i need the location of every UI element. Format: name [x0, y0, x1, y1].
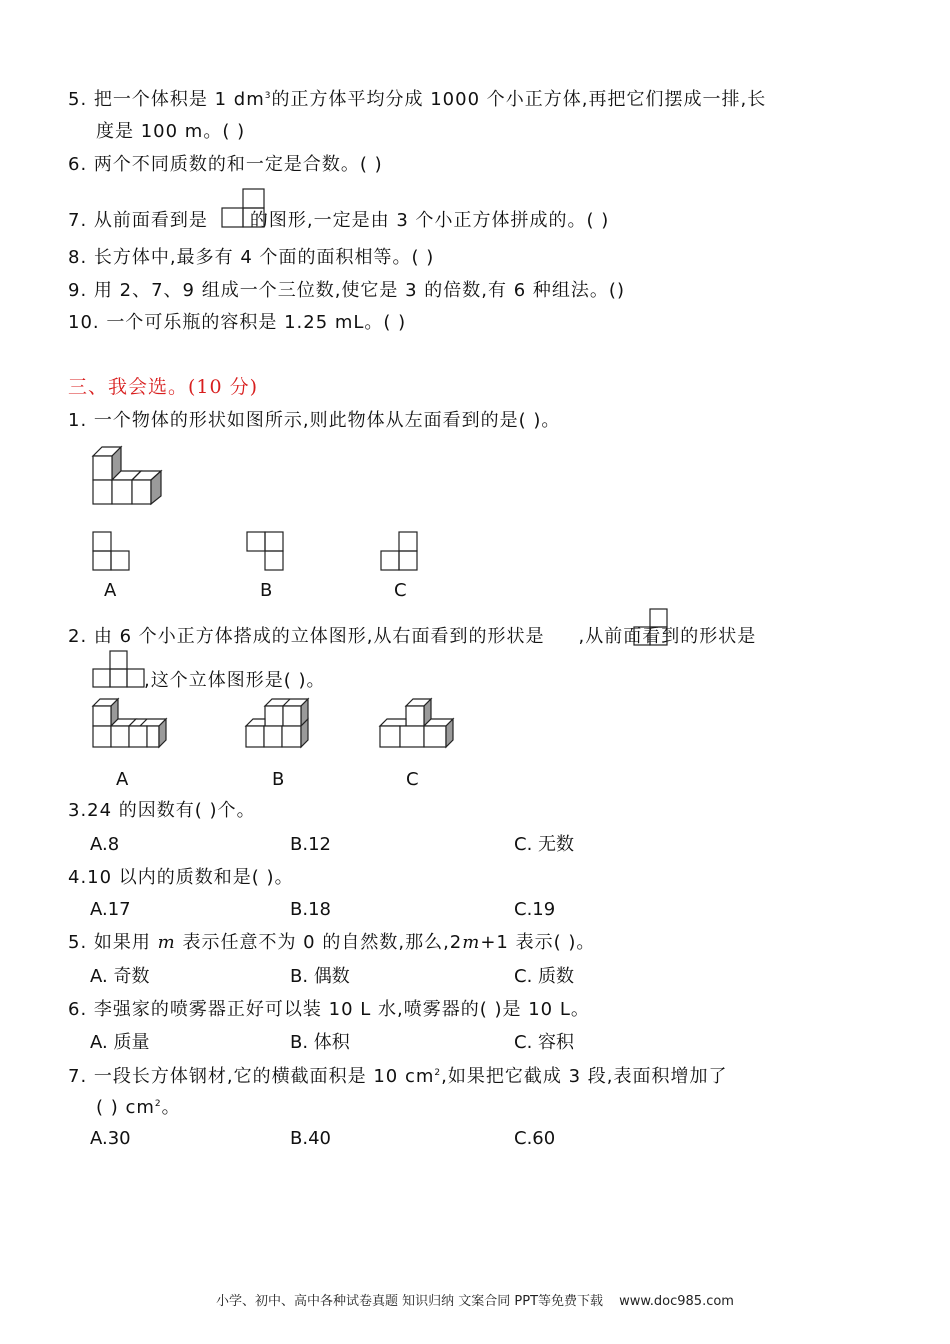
option-a-solid-figure [92, 698, 172, 756]
q2-option-c-label: C [406, 769, 419, 790]
q5-option-b: B. 偶数 [290, 966, 350, 987]
q5-option-c: C. 质数 [514, 966, 575, 987]
question-5-line1: 5. 把一个体积是 1 $dm^3$的正方体平均分成 1000 个小正方体,再把它们摆成一排,长 [68, 89, 767, 110]
question-5-line2: 度是 100 m。( ) [96, 121, 246, 142]
choice-question-2-line2: ,这个立体图形是( )。 [144, 670, 326, 691]
choice-question-3: 3.24 的因数有( )个。 [68, 800, 256, 821]
cube-stack-figure [92, 441, 162, 521]
q6-option-a: A. 质量 [90, 1032, 150, 1053]
q6-option-c: C. 容积 [514, 1032, 575, 1053]
option-a-view-figure [92, 531, 132, 573]
q1-option-a-label: A [104, 580, 117, 601]
q4-option-a: A.17 [90, 899, 131, 920]
choice-question-1: 1. 一个物体的形状如图所示,则此物体从左面看到的是( )。 [68, 410, 561, 431]
page-footer [0, 1290, 950, 1309]
choice-question-4: 4.10 以内的质数和是( )。 [68, 867, 294, 888]
q2-option-a-label: A [116, 769, 129, 790]
footer-text: 小学、初中、高中各种试卷真题 知识归纳 文案合同 PPT等免费下载 [216, 1294, 604, 1309]
choice-question-7-line1: 7. 一段长方体钢材,它的横截面积是 10 $cm^2$,如果把它截成 3 段,表面积增加了 [68, 1066, 728, 1087]
q5-option-a: A. 奇数 [90, 966, 150, 987]
section-3-heading: 三、我会选。(10 分) [68, 376, 259, 398]
q7-option-c: C.60 [514, 1128, 556, 1149]
question-7: 7. 从前面看到是 的图形,一定是由 3 个小正方体拼成的。( ) [68, 210, 610, 231]
q2-option-b-label: B [272, 769, 285, 790]
choice-question-5: 5. 如果用 m 表示任意不为 0 的自然数,那么,2m+1 表示( )。 [68, 932, 596, 953]
q6-option-b: B. 体积 [290, 1032, 350, 1053]
q7-option-a: A.30 [90, 1128, 131, 1149]
q3-option-a: A.8 [90, 834, 120, 855]
q3-option-b: B.12 [290, 834, 331, 855]
option-b-solid-figure [245, 698, 325, 756]
q3-option-c: C. 无数 [514, 834, 575, 855]
option-b-view-figure [246, 531, 286, 573]
front-view-figure [92, 650, 148, 690]
q1-option-c-label: C [394, 580, 407, 601]
q4-option-b: B.18 [290, 899, 331, 920]
question-8: 8. 长方体中,最多有 4 个面的面积相等。( ) [68, 247, 435, 268]
choice-question-2-line1: 2. 由 6 个小正方体搭成的立体图形,从右面看到的形状是 ,从前面看到的形状是 [68, 626, 757, 647]
right-view-figure [633, 608, 669, 646]
q7-option-b: B.40 [290, 1128, 331, 1149]
front-view-l-shape-figure [222, 188, 266, 228]
question-10: 10. 一个可乐瓶的容积是 1.25 mL。( ) [68, 312, 407, 333]
q1-option-b-label: B [260, 580, 273, 601]
footer-url-link[interactable]: www.doc985.com [619, 1294, 734, 1309]
option-c-view-figure [380, 531, 420, 573]
option-c-solid-figure [379, 698, 459, 756]
q4-option-c: C.19 [514, 899, 556, 920]
choice-question-6: 6. 李强家的喷雾器正好可以装 10 L 水,喷雾器的( )是 10 L。 [68, 999, 590, 1020]
question-9: 9. 用 2、7、9 组成一个三位数,使它是 3 的倍数,有 6 种组法。() [68, 280, 625, 301]
choice-question-7-line2: ( ) $cm^2$。 [96, 1097, 181, 1118]
question-6: 6. 两个不同质数的和一定是合数。( ) [68, 154, 383, 175]
